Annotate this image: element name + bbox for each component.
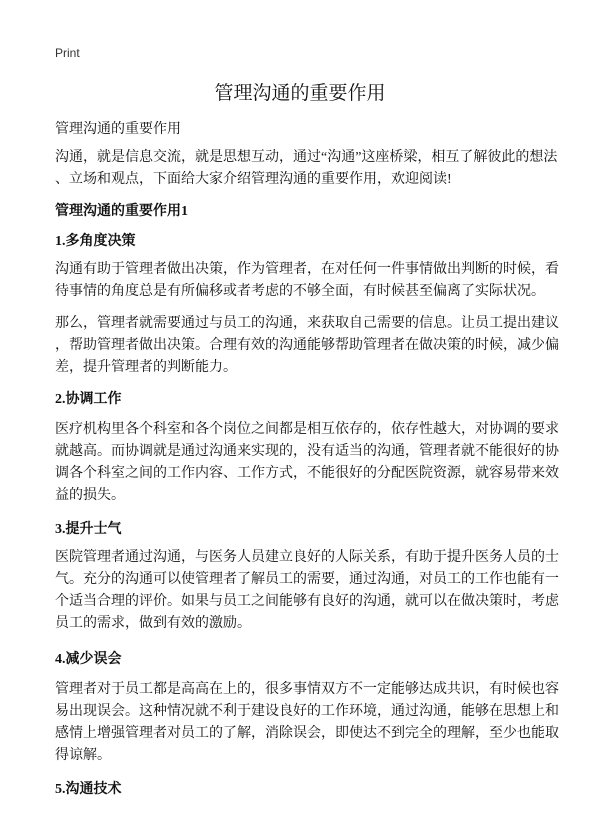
text-line: 调各个科室之间的工作内容、工作方式，不能很好的分配医院资源，就容易带来效 [55,466,559,481]
paragraph [55,259,575,303]
text-line: 益的损失。 [55,488,125,503]
text-line: 待事情的角度总是有所偏移或者考虑的不够全面，有时候甚至偏离了实际状况。 [55,284,545,299]
text-line: 那么，管理者就需要通过与员工的沟通，来获取自己需要的信息。让员工提出建议 [55,316,559,331]
document-subtitle: 管理沟通的重要作用 [55,122,181,137]
text-line: ，帮助管理者做出决策。合理有效的沟通能够帮助管理者在做决策的时候，减少偏 [55,338,559,353]
text-line: 医院管理者通过沟通，与医务人员建立良好的人际关系，有助于提升医务人员的士 [55,550,559,565]
text-line: 、立场和观点，下面给大家介绍管理沟通的重要作用，欢迎阅读! [55,172,452,187]
text-line: 就越高。而协调就是通过沟通来实现的，没有适当的沟通，管理者就不能很好的协 [55,444,559,459]
paragraph [55,679,575,767]
subsection-heading: 1.多角度决策 [55,234,136,249]
subsection-heading: 2.协调工作 [55,392,122,407]
text-line: 易出现误会。这种情况就不利于建设良好的工作环境，通过沟通，能够在思想上和 [55,704,559,719]
paragraph [55,313,575,379]
text-line: 沟通有助于管理者做出决策，作为管理者，在对任何一件事情做出判断的时候，看 [55,262,559,277]
text-line: 医疗机构里各个科室和各个岗位之间都是相互依存的，依存性越大，对协调的要求 [55,422,559,437]
text-line: 感情上增强管理者对员工的了解，消除误会，即使达不到完全的理解，至少也能取 [55,726,559,741]
subsection-heading: 3.提升士气 [55,522,122,537]
intro-paragraph [55,147,575,191]
print-link[interactable]: Print [55,46,80,60]
paragraph [55,419,575,507]
subsection-heading: 4.减少误会 [55,652,122,667]
text-line: 沟通，就是信息交流，就是思想互动，通过“沟通”这座桥梁，相互了解彼此的想法 [55,150,558,165]
paragraph [55,547,575,635]
text-line: 管理者对于员工都是高高在上的，很多事情双方不一定能够达成共识，有时候也容 [55,682,559,697]
text-line: 差，提升管理者的判断能力。 [55,360,237,375]
text-line: 个适当合理的评价。如果与员工之间能够有良好的沟通，就可以在做决策时，考虑 [55,594,559,609]
document-title: 管理沟通的重要作用 [214,83,386,104]
text-line: 员工的需求，做到有效的激励。 [55,616,251,631]
subsection-heading: 5.沟通技术 [55,782,122,797]
section-heading: 管理沟通的重要作用1 [55,204,188,219]
text-line: 气。充分的沟通可以使管理者了解员工的需要，通过沟通，对员工的工作也能有一 [55,572,559,587]
text-line: 得谅解。 [55,748,111,763]
